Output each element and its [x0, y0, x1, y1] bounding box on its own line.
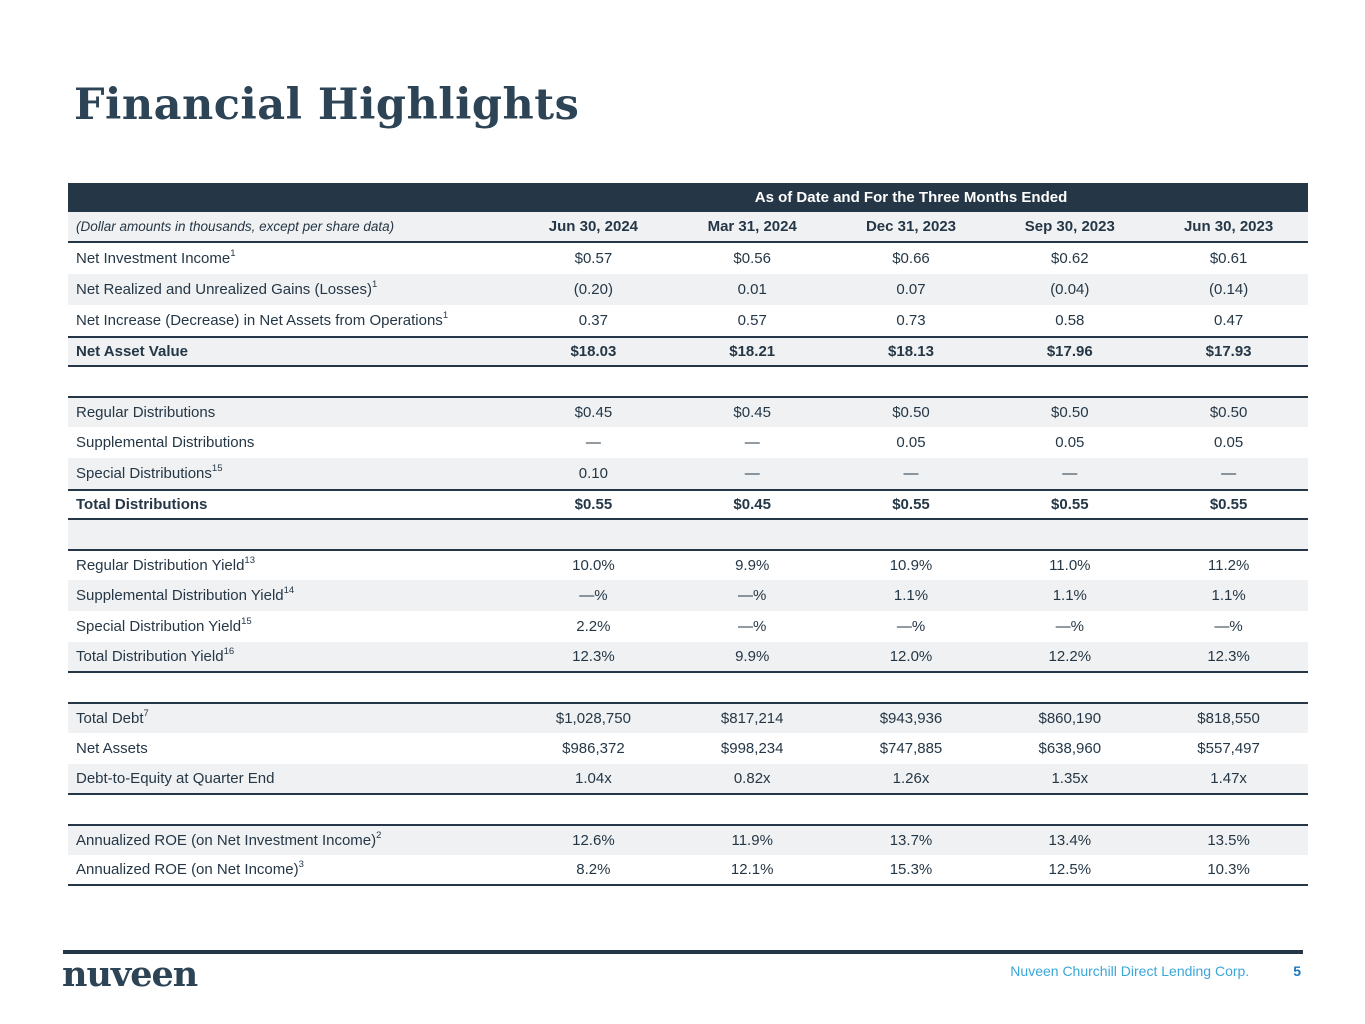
cell-value: —: [903, 464, 919, 482]
row-label: Net Asset Value: [76, 342, 188, 360]
cell-value: —%: [738, 586, 767, 604]
cell-value: 0.05: [896, 433, 926, 451]
cell-value: $17.96: [1046, 342, 1093, 360]
cell-value: $986,372: [562, 739, 625, 757]
cell-value: $0.56: [733, 249, 771, 267]
cell-value: $0.62: [1051, 249, 1089, 267]
footnote-ref: 14: [283, 584, 295, 596]
footer-divider: [63, 950, 1303, 954]
row-label: Net Investment Income$^1$: [76, 247, 236, 267]
cell-value: 1.47x: [1210, 769, 1247, 787]
row-label: Debt-to-Equity at Quarter End: [76, 769, 275, 787]
footnote-ref: 1: [371, 278, 378, 290]
cell-value: 0.37: [578, 311, 608, 329]
spacer-row: [68, 520, 1308, 549]
cell-value: $0.66: [892, 249, 930, 267]
cell-value: $0.61: [1209, 249, 1248, 267]
cell-value: 2.2%: [576, 617, 611, 635]
cell-value: 11.0%: [1049, 556, 1091, 574]
row-label: Net Realized and Unrealized Gains (Losses)$^1$: [76, 278, 378, 298]
spacer-row: [68, 367, 1308, 396]
row-label: Net Assets: [76, 739, 148, 757]
cell-value: $0.45: [574, 403, 613, 421]
table-row: [68, 396, 1308, 427]
cell-value: 10.3%: [1207, 860, 1250, 878]
row-label: Special Distributions$^{15}$: [76, 462, 223, 482]
row-label: Supplemental Distributions: [76, 433, 255, 451]
cell-value: $17.93: [1205, 342, 1252, 360]
table-row: [68, 243, 1308, 274]
footnote-ref: 15: [211, 462, 223, 474]
cell-value: —%: [896, 617, 926, 635]
table-note: (Dollar amounts in thousands, except per share data): [76, 218, 395, 234]
cell-value: $18.13: [888, 342, 934, 360]
cell-value: $18.03: [570, 342, 617, 360]
table-body: [68, 243, 1308, 886]
cell-value: 9.9%: [735, 556, 770, 574]
nuveen-logo: nuveen: [62, 954, 198, 995]
cell-value: 13.7%: [889, 831, 933, 849]
cell-value: $1,028,750: [555, 709, 631, 727]
row-label: Annualized ROE (on Net Investment Income)$^2$: [76, 829, 382, 849]
cell-value: $817,214: [720, 709, 784, 727]
cell-value: $638,960: [1038, 739, 1102, 757]
cell-value: 0.05: [1055, 433, 1085, 451]
table-row: [68, 549, 1308, 580]
cell-value: 0.57: [737, 311, 767, 329]
banner-label: As of Date and For the Three Months Ended: [754, 189, 1068, 206]
table-row: [68, 336, 1308, 367]
cell-value: $0.50: [1209, 403, 1248, 421]
cell-value: —: [744, 433, 760, 451]
cell-value: 11.9%: [731, 831, 773, 849]
table-row: [68, 274, 1308, 305]
footnote-ref: 3: [298, 858, 304, 870]
cell-value: $0.55: [574, 495, 613, 513]
financial-highlights-table: [68, 183, 1308, 886]
footer: [1010, 963, 1301, 979]
cell-value: $0.55: [892, 495, 930, 513]
row-label: Annualized ROE (on Net Income)$^3$: [76, 858, 304, 878]
cell-value: 10.0%: [572, 556, 615, 574]
cell-value: 10.9%: [889, 556, 933, 574]
cell-value: 0.73: [896, 311, 926, 329]
row-label: Special Distribution Yield$^{15}$: [76, 615, 252, 635]
cell-value: $0.45: [733, 495, 771, 513]
cell-value: —%: [579, 586, 608, 604]
cell-value: 0.10: [578, 464, 608, 482]
footnote-ref: 13: [244, 554, 255, 566]
cell-value: 12.1%: [730, 860, 774, 878]
cell-value: $0.50: [1051, 403, 1089, 421]
cell-value: $747,885: [879, 739, 943, 757]
cell-value: $860,190: [1038, 709, 1102, 727]
table-row: [68, 580, 1308, 611]
column-header-0: Jun 30, 2024: [548, 217, 639, 235]
footnote-ref: 7: [143, 707, 149, 719]
table-row: [68, 427, 1308, 458]
spacer-row: [68, 673, 1308, 702]
table-row: [68, 489, 1308, 520]
table-row: [68, 764, 1308, 795]
cell-value: —: [1221, 464, 1237, 482]
column-header-2: Dec 31, 2023: [865, 217, 957, 235]
cell-value: —: [1062, 464, 1078, 482]
cell-value: (0.04): [1050, 280, 1090, 298]
cell-value: $0.55: [1209, 495, 1248, 513]
cell-value: $557,497: [1197, 739, 1260, 757]
table-row: [68, 855, 1308, 886]
table-row: [68, 733, 1308, 764]
cell-value: 12.2%: [1048, 647, 1092, 665]
table-header-row: [68, 212, 1308, 243]
cell-value: 1.26x: [892, 769, 930, 787]
cell-value: 1.1%: [893, 586, 929, 604]
cell-value: $0.50: [892, 403, 930, 421]
row-label: Regular Distribution Yield$^{13}$: [76, 554, 255, 574]
cell-value: $943,936: [879, 709, 943, 727]
cell-value: $0.57: [574, 249, 613, 267]
cell-value: 13.4%: [1048, 831, 1092, 849]
cell-value: 13.5%: [1207, 831, 1250, 849]
cell-value: 1.1%: [1052, 586, 1087, 604]
footnote-ref: 15: [241, 615, 252, 627]
footnote-ref: 1: [442, 309, 449, 321]
table-row: [68, 305, 1308, 336]
cell-value: (0.14): [1209, 280, 1249, 298]
column-header-4: Jun 30, 2023: [1183, 217, 1274, 235]
spacer-row: [68, 795, 1308, 824]
cell-value: 12.3%: [1207, 647, 1250, 665]
cell-value: $0.45: [733, 403, 771, 421]
cell-value: 0.58: [1055, 311, 1085, 329]
cell-value: 12.6%: [572, 831, 615, 849]
cell-value: 15.3%: [889, 860, 933, 878]
cell-value: 0.82x: [733, 769, 771, 787]
cell-value: $18.21: [729, 342, 776, 360]
column-header-3: Sep 30, 2023: [1024, 217, 1115, 235]
row-label: Supplemental Distribution Yield$^{14}$: [76, 584, 295, 604]
footnote-ref: 1: [230, 247, 236, 259]
cell-value: 11.2%: [1207, 556, 1250, 574]
column-header-1: Mar 31, 2024: [707, 217, 797, 235]
cell-value: —%: [1055, 617, 1084, 635]
cell-value: 0.01: [737, 280, 767, 298]
cell-value: —: [744, 464, 760, 482]
cell-value: 12.3%: [572, 647, 615, 665]
cell-value: 1.1%: [1211, 586, 1246, 604]
row-label: Total Debt$^7$: [76, 707, 149, 727]
cell-value: 1.35x: [1051, 769, 1089, 787]
cell-value: 0.47: [1213, 311, 1244, 329]
cell-value: —%: [1214, 617, 1243, 635]
footnote-ref: 16: [223, 645, 235, 657]
row-label: Regular Distributions: [76, 403, 216, 421]
row-label: Total Distributions: [76, 495, 208, 513]
cell-value: $998,234: [720, 739, 784, 757]
cell-value: —%: [738, 617, 767, 635]
row-label: Net Increase (Decrease) in Net Assets from Operations$^1$: [76, 309, 449, 329]
cell-value: 12.5%: [1048, 860, 1092, 878]
cell-value: $0.55: [1051, 495, 1089, 513]
cell-value: 0.05: [1213, 433, 1244, 451]
footer-company-name: Nuveen Churchill Direct Lending Corp.: [1010, 963, 1250, 979]
table-row: [68, 458, 1308, 489]
table-row: [68, 702, 1308, 733]
row-label: Total Distribution Yield$^{16}$: [76, 645, 235, 665]
page-number: 5: [1293, 963, 1301, 979]
table-row: [68, 642, 1308, 673]
footnote-ref: 2: [376, 829, 382, 841]
table-banner: [68, 183, 1308, 212]
page-title: Financial Highlights: [74, 80, 580, 130]
table-row: [68, 824, 1308, 855]
cell-value: 0.07: [896, 280, 926, 298]
cell-value: (0.20): [573, 280, 613, 298]
cell-value: $818,550: [1197, 709, 1260, 727]
cell-value: 8.2%: [576, 860, 611, 878]
cell-value: 9.9%: [735, 647, 770, 665]
cell-value: 1.04x: [575, 769, 612, 787]
cell-value: —: [585, 433, 601, 451]
cell-value: 12.0%: [889, 647, 933, 665]
table-row: [68, 611, 1308, 642]
